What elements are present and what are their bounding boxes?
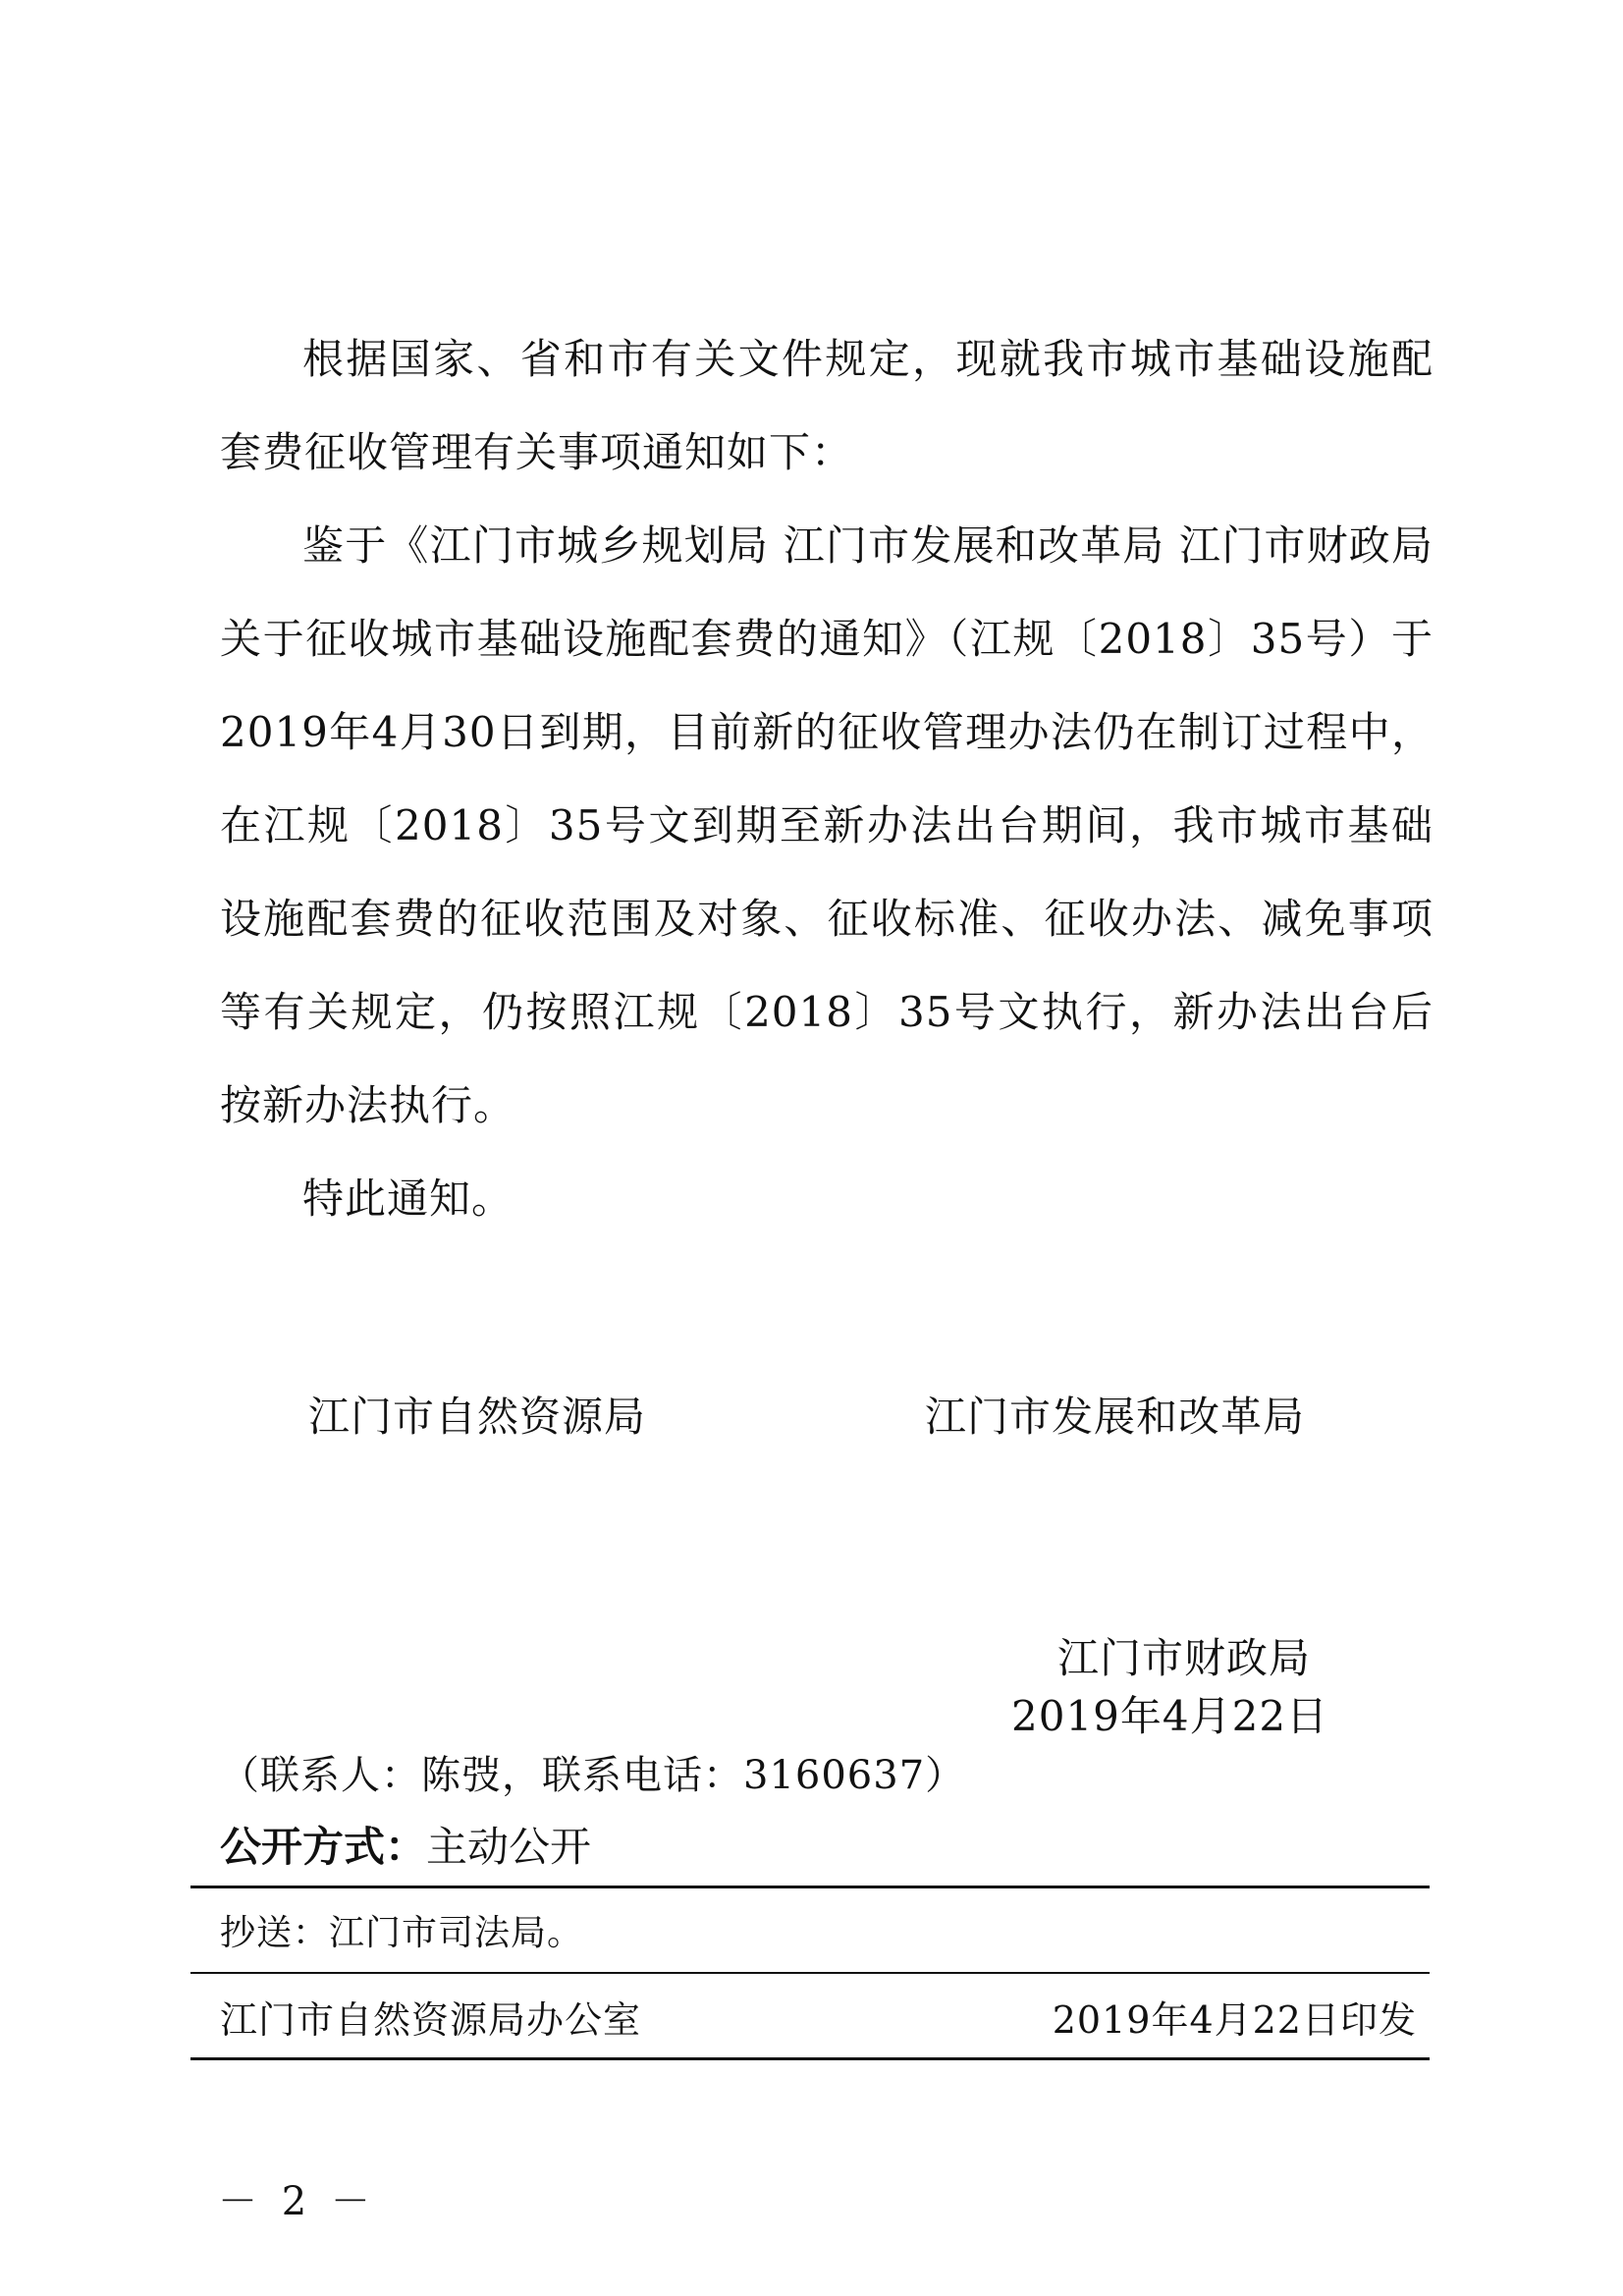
disclosure-value: 主动公开 (426, 1823, 592, 1871)
divider-middle (190, 1972, 1430, 1974)
signatory-development-reform: 江门市发展和改革局 (925, 1393, 1306, 1441)
disclosure-method (220, 1815, 591, 1874)
cc-line: 抄送：江门市司法局。 (220, 1913, 584, 1953)
divider-bottom (190, 2057, 1430, 2060)
intro-paragraph: 根据国家、省和市有关文件规定，现就我市城市基础设施配套费征收管理有关事项通知如下： (220, 335, 1434, 476)
notice-body (220, 312, 1434, 1245)
signatory-natural-resources: 江门市自然资源局 (308, 1393, 647, 1441)
signing-date: 2019年4月22日 (1011, 1692, 1329, 1740)
disclosure-label: 公开方式： (220, 1823, 427, 1871)
print-date: 2019年4月22日印发 (1052, 1998, 1417, 2042)
signatory-finance: 江门市财政局 (1057, 1634, 1312, 1682)
page-number: － 2 － (218, 2179, 376, 2224)
main-paragraph: 鉴于《江门市城乡规划局 江门市发展和改革局 江门市财政局关于征收城市基础设施配套费的通知》（江规〔2018〕35号）于2019年4月30日到期，目前新的征收管理办法仍在制订过程中，在江规〔2018〕35号文到期至新办法出台期间，我市城市基础设施配套费的征收范围及对象、征收标准、征收办法、减免事项等有关规定，仍按照江规〔2018〕35号文执行，新办法出台后按新办法执行。 (220, 521, 1434, 1129)
closing-paragraph: 特此通知。 (302, 1175, 514, 1223)
divider-top (190, 1886, 1430, 1888)
contact-info: （联系人：陈弢，联系电话：3160637） (220, 1753, 966, 1798)
issuing-office: 江门市自然资源局办公室 (220, 1998, 642, 2042)
